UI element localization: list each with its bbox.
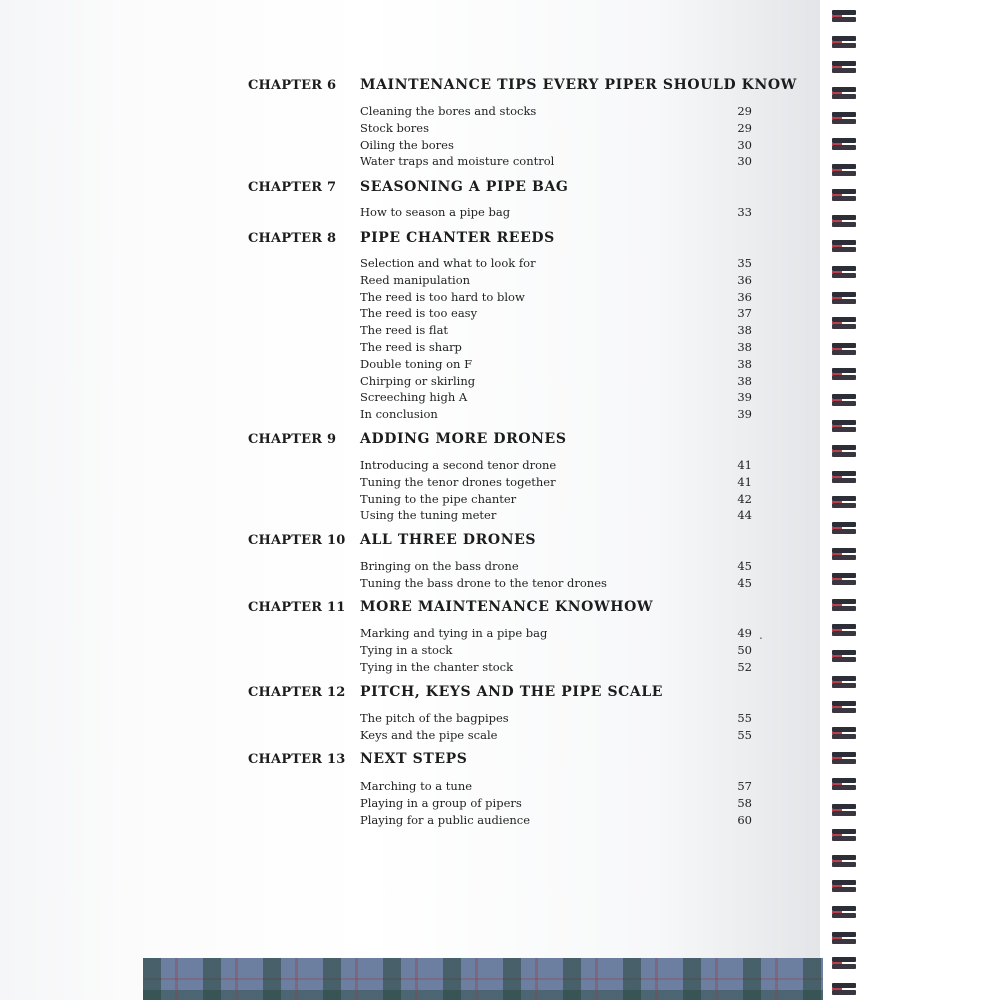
toc-entry — [360, 306, 752, 323]
spiral-coil — [832, 983, 856, 995]
toc-entry-title: The reed is flat — [360, 323, 449, 338]
spiral-coil — [832, 61, 856, 73]
toc-entry — [360, 626, 752, 643]
toc-entry — [360, 290, 752, 307]
toc-entry — [360, 104, 752, 121]
toc-entry — [360, 728, 752, 745]
spiral-coil — [832, 650, 856, 662]
spiral-coil — [832, 87, 856, 99]
chapter-title: PIPE CHANTER REEDS — [360, 230, 555, 246]
toc-entry-title: The reed is too hard to blow — [360, 289, 525, 304]
toc-entry-page: 39 — [737, 407, 752, 422]
spiral-coil — [832, 36, 856, 48]
toc-entry — [360, 256, 752, 273]
toc-entry — [360, 458, 752, 475]
toc-entry — [360, 357, 752, 374]
spiral-coil — [832, 292, 856, 304]
spiral-coil — [832, 189, 856, 201]
chapter-label: CHAPTER 9 — [248, 432, 337, 447]
toc-entry-title: Chirping or skirling — [360, 373, 476, 388]
toc-entry-title: Marking and tying in a pipe bag — [360, 626, 548, 640]
toc-entry-page: 41 — [737, 458, 752, 472]
spiral-coil — [832, 138, 856, 150]
toc-entry-title: Marching to a tune — [360, 779, 473, 793]
toc-entry-page: 29 — [737, 104, 752, 118]
toc-entry — [360, 323, 752, 340]
toc-entry-title: Cleaning the bores and stocks — [360, 104, 537, 118]
toc-entry-title: The pitch of the bagpipes — [360, 711, 509, 725]
spiral-coil — [832, 676, 856, 688]
toc-entry-page: 30 — [737, 137, 752, 152]
toc-entry-page: 44 — [737, 508, 752, 523]
spiral-coil — [832, 394, 856, 406]
chapter-label: CHAPTER 7 — [248, 180, 337, 195]
spiral-coil — [832, 727, 856, 739]
spiral-coil — [832, 599, 856, 611]
toc-entry — [360, 374, 752, 391]
toc-entry-title: The reed is too easy — [360, 306, 478, 321]
toc-entry — [360, 475, 752, 492]
toc-entry-page: 35 — [737, 256, 752, 270]
spiral-coil — [832, 266, 856, 278]
toc-entry-title: Bringing on the bass drone — [360, 559, 519, 573]
toc-entry-title: Using the tuning meter — [360, 508, 497, 523]
toc-entry — [360, 138, 752, 155]
chapter-label: CHAPTER 11 — [248, 600, 346, 615]
toc-entry-page: 41 — [737, 474, 752, 489]
toc-entry — [360, 643, 752, 660]
spiral-coil — [832, 112, 856, 124]
toc-entry-title: Screeching high A — [360, 390, 468, 405]
spiral-coil — [832, 522, 856, 534]
toc-entry — [360, 340, 752, 357]
spiral-coil — [832, 240, 856, 252]
toc-entry — [360, 576, 752, 593]
toc-entry-page: 38 — [737, 323, 752, 338]
chapter-title: MORE MAINTENANCE KNOWHOW — [360, 599, 654, 615]
toc-entry-title: Stock bores — [360, 120, 429, 135]
toc-entry — [360, 660, 752, 677]
chapter-label: CHAPTER 13 — [248, 752, 346, 767]
spiral-coil — [832, 496, 856, 508]
toc-entry-title: Selection and what to look for — [360, 256, 536, 270]
toc-entry-title: Tying in the chanter stock — [360, 659, 514, 674]
tartan-cover-strip — [143, 958, 823, 1000]
toc-entry — [360, 492, 752, 509]
chapter-label: CHAPTER 10 — [248, 533, 346, 548]
spiral-coil — [832, 880, 856, 892]
toc-entry-title: Introducing a second tenor drone — [360, 458, 557, 472]
spiral-coil — [832, 368, 856, 380]
chapter-title: ALL THREE DRONES — [360, 532, 537, 548]
toc-entry-title: The reed is sharp — [360, 340, 462, 354]
stray-mark: . — [759, 628, 763, 642]
spiral-coil — [832, 10, 856, 22]
toc-entry — [360, 559, 752, 576]
spiral-coil — [832, 573, 856, 585]
toc-entry-title: Reed manipulation — [360, 272, 471, 287]
spiral-coil — [832, 317, 856, 329]
toc-entry-title: In conclusion — [360, 407, 438, 422]
toc-entry — [360, 390, 752, 407]
chapter-title: NEXT STEPS — [360, 751, 468, 767]
toc-entry-title: Tuning the tenor drones together — [360, 474, 556, 489]
toc-entry-page: 36 — [737, 272, 752, 287]
chapter-title: PITCH, KEYS AND THE PIPE SCALE — [360, 684, 664, 700]
toc-entry — [360, 121, 752, 138]
spiral-coil — [832, 471, 856, 483]
toc-entry — [360, 205, 752, 222]
toc-entry-page: 60 — [737, 812, 752, 827]
toc-entry-page: 38 — [737, 373, 752, 388]
spiral-coil — [832, 752, 856, 764]
toc-entry — [360, 273, 752, 290]
toc-entry-title: How to season a pipe bag — [360, 205, 511, 219]
toc-entry-page: 42 — [737, 491, 752, 506]
toc-entry-title: Oiling the bores — [360, 137, 454, 152]
spiral-coil — [832, 624, 856, 636]
toc-entry-title: Water traps and moisture control — [360, 154, 555, 169]
toc-entry-title: Keys and the pipe scale — [360, 727, 498, 742]
toc-entry — [360, 154, 752, 171]
chapter-title: ADDING MORE DRONES — [360, 431, 567, 447]
spiral-coil — [832, 906, 856, 918]
spiral-coil — [832, 164, 856, 176]
toc-entry — [360, 813, 752, 830]
spiral-coil — [832, 215, 856, 227]
toc-entry-page: 38 — [737, 356, 752, 371]
spiral-coil — [832, 778, 856, 790]
spiral-coil — [832, 445, 856, 457]
toc-entry-page: 52 — [737, 659, 752, 674]
toc-entry-page: 37 — [737, 306, 752, 321]
chapter-label: CHAPTER 8 — [248, 231, 337, 246]
toc-entry-page: 45 — [737, 559, 752, 573]
toc-entry-title: Tying in a stock — [360, 642, 453, 657]
chapter-label: CHAPTER 12 — [248, 685, 346, 700]
spiral-coil — [832, 829, 856, 841]
spiral-coil — [832, 932, 856, 944]
toc-entry — [360, 779, 752, 796]
toc-entry-page: 45 — [737, 575, 752, 590]
toc-entry — [360, 407, 752, 424]
chapter-title: MAINTENANCE TIPS EVERY PIPER SHOULD KNOW — [360, 77, 797, 93]
chapter-title: SEASONING A PIPE BAG — [360, 179, 569, 195]
toc-entry-title: Double toning on F — [360, 356, 473, 371]
spiral-coil — [832, 855, 856, 867]
toc-entry-title: Playing in a group of pipers — [360, 795, 522, 810]
toc-entry-title: Playing for a public audience — [360, 812, 531, 827]
toc-entry — [360, 508, 752, 525]
spiral-coil — [832, 804, 856, 816]
spiral-coil — [832, 548, 856, 560]
toc-entry-page: 30 — [737, 154, 752, 169]
toc-entry-page: 36 — [737, 289, 752, 304]
spiral-coil — [832, 957, 856, 969]
toc-entry-page: 58 — [737, 795, 752, 810]
toc-entry-title: Tuning the bass drone to the tenor drones — [360, 575, 607, 590]
toc-entry-page: 39 — [737, 390, 752, 405]
toc-entry-page: 55 — [737, 711, 752, 725]
toc-entry-page: 50 — [737, 642, 752, 657]
toc-entry-page: 49 — [737, 626, 752, 640]
spiral-coil — [832, 343, 856, 355]
toc-entry-page: 57 — [737, 779, 752, 793]
toc-entry-page: 29 — [737, 120, 752, 135]
spiral-coil — [832, 420, 856, 432]
spiral-coil — [832, 701, 856, 713]
chapter-label: CHAPTER 6 — [248, 78, 337, 93]
toc-entry — [360, 796, 752, 813]
toc-entry-page: 38 — [737, 340, 752, 354]
toc-entry-title: Tuning to the pipe chanter — [360, 491, 517, 506]
toc-entry-page: 33 — [737, 205, 752, 219]
toc-entry-page: 55 — [737, 727, 752, 742]
toc-entry — [360, 711, 752, 728]
